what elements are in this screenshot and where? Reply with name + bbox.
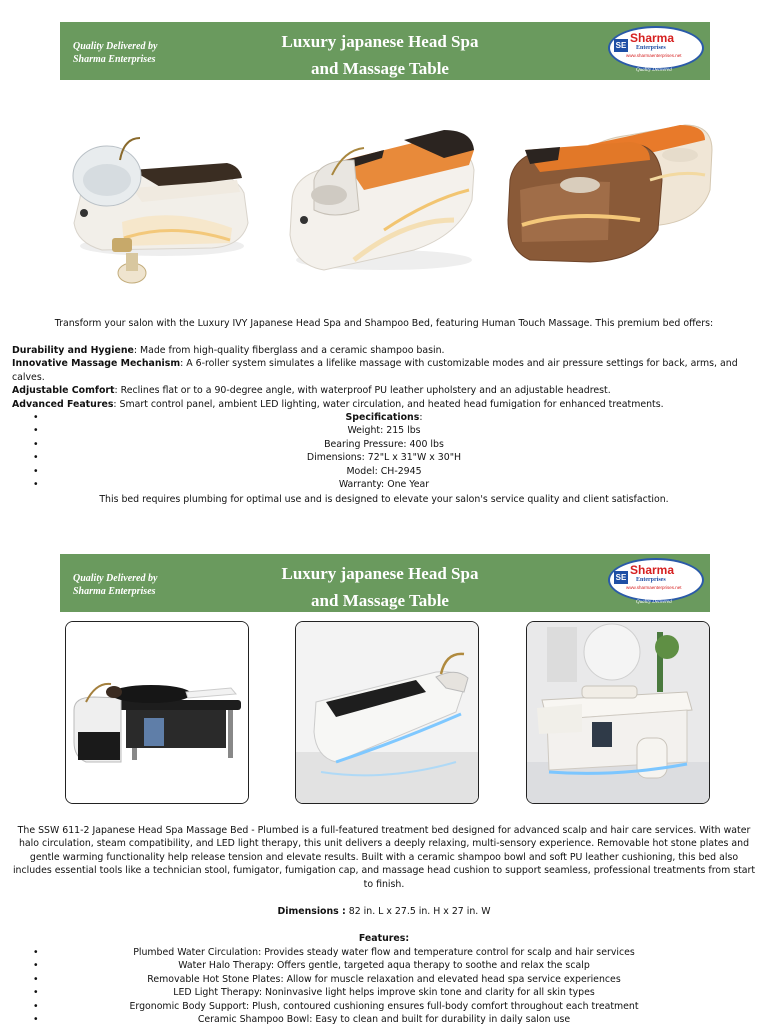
sharma-enterprises-logo (608, 26, 702, 76)
feature-text: : Smart control panel, ambient LED lighting, water circulation, and heated head fumigation for enhanced treatments. (113, 398, 664, 410)
logo-subtitle: Enterprises (636, 577, 666, 583)
feature-list (12, 344, 756, 411)
feature-label: Durability and Hygiene (12, 345, 134, 356)
tagline-line-1: Quality Delivered by (73, 573, 158, 584)
product-photo-2 (284, 120, 479, 282)
specs-heading (0, 411, 768, 424)
feature-massage (12, 357, 756, 384)
feature-durability (12, 344, 756, 357)
tagline-line-2: Sharma Enterprises (73, 54, 156, 65)
product-photo-3 (500, 120, 715, 270)
feature-label: Advanced Features (12, 398, 114, 410)
feature-item: • Plumbed Water Circulation: Provides steady water flow and temperature control for scalp and hair services (0, 946, 768, 959)
feature-item: • Ceramic Shampoo Bowl: Easy to clean and built for durability in daily salon use (0, 1013, 768, 1026)
features-heading-label: Features: (358, 933, 410, 944)
header-banner (60, 22, 710, 80)
tagline (73, 40, 157, 66)
banner-title-line-2: and Massage Table (311, 591, 449, 610)
feature-text: : Reclines flat or to a 90-degree angle, with waterproof PU leather upholstery and an adjustable headrest. (114, 385, 611, 397)
logo-motto: Quality Delivered (636, 600, 672, 605)
dimensions-label: Dimensions : (277, 906, 346, 917)
header-banner-2 (60, 554, 710, 612)
product-photo-5 (295, 621, 479, 804)
feature-label: Innovative Massage Mechanism (12, 358, 181, 370)
specs-heading-label: Specifications (345, 412, 420, 423)
logo-mark: SE (615, 573, 627, 582)
dimensions-line (12, 905, 756, 918)
closing-text: This bed requires plumbing for optimal use and is designed to elevate your salon's service quality and client satisfaction. (99, 494, 669, 505)
logo-mark: SE (615, 41, 627, 50)
tagline-line-2: Sharma Enterprises (73, 586, 156, 597)
specs-list (0, 411, 768, 491)
logo-brand: Sharma (630, 31, 675, 45)
feature-item: • Ergonomic Body Support: Plush, contoured cushioning ensures full-body comfort throughout each treatment (0, 1000, 768, 1013)
feature-item: • LED Light Therapy: Noninvasive light helps improve skin tone and clarity for all skin types (0, 986, 768, 999)
feature-comfort (12, 384, 756, 397)
feature-label: Adjustable Comfort (12, 385, 115, 397)
tagline (73, 572, 157, 598)
spec-item: • Model: CH-2945 (0, 465, 768, 478)
product-description: The SSW 611-2 Japanese Head Spa Massage Bed - Plumbed is a full-featured treatment bed designed for advanced scalp and hair care services. With water halo circulation, steam compatibility, and LED light therapy, this unit delivers a deeply relaxing, multi-sensory experience. Removable hot stone plates and gentle warming functionality help release tension and elevate results. Built with a ceramic shampoo bowl and soft PU leather cushioning, this bed also includes essential tools like a technician stool, fumigator, fumigation cap, and massage head cushion to support seamless, professional treatments from start to finish. (12, 825, 756, 890)
banner-title-line-2: and Massage Table (311, 59, 449, 78)
feature-item: • Removable Hot Stone Plates: Allow for muscle relaxation and elevated head spa service experiences (0, 973, 768, 986)
logo-subtitle: Enterprises (636, 45, 666, 51)
white-bed-image (296, 622, 478, 803)
spec-item: • Warranty: One Year (0, 478, 768, 491)
feature-item: • Water Halo Therapy: Offers gentle, targeted aqua therapy to soothe and relax the scalp (0, 959, 768, 972)
sharma-enterprises-logo (608, 558, 702, 608)
tagline-line-1: Quality Delivered by (73, 41, 158, 52)
logo-website: www.sharmaenterprises.net (626, 585, 682, 590)
product-photo-4 (65, 621, 249, 804)
banner-title-line-1: Luxury japanese Head Spa (281, 32, 479, 51)
logo-brand: Sharma (630, 563, 675, 577)
banner-title (250, 560, 510, 614)
feature-text: : A 6-roller system simulates a lifelike massage with customizable modes and air pressure settings for back, arms, and calves. (12, 358, 738, 383)
logo-website: www.sharmaenterprises.net (626, 53, 682, 58)
banner-title (250, 28, 510, 82)
product-photo-6 (526, 621, 710, 804)
spec-item: • Bearing Pressure: 400 lbs (0, 438, 768, 451)
logo-motto: Quality Delivered (636, 68, 672, 73)
bed-with-client-image (66, 622, 248, 803)
features-heading (12, 932, 756, 945)
banner-title-line-1: Luxury japanese Head Spa (281, 564, 479, 583)
dimensions-value: 82 in. L x 27.5 in. H x 27 in. W (345, 906, 491, 917)
intro-text: Transform your salon with the Luxury IVY Japanese Head Spa and Shampoo Bed, featuring Human Touch Massage. This premium bed offers: (54, 318, 714, 329)
feature-text: : Made from high-quality fiberglass and a ceramic shampoo basin. (133, 345, 445, 356)
spec-item: • Weight: 215 lbs (0, 424, 768, 437)
product-photo-1 (62, 118, 252, 296)
features-list (0, 946, 768, 1026)
specs-heading-colon: : (419, 412, 423, 423)
salon-room-image (527, 622, 709, 803)
feature-advanced (12, 398, 756, 411)
spec-item: • Dimensions: 72"L x 31"W x 30"H (0, 451, 768, 464)
